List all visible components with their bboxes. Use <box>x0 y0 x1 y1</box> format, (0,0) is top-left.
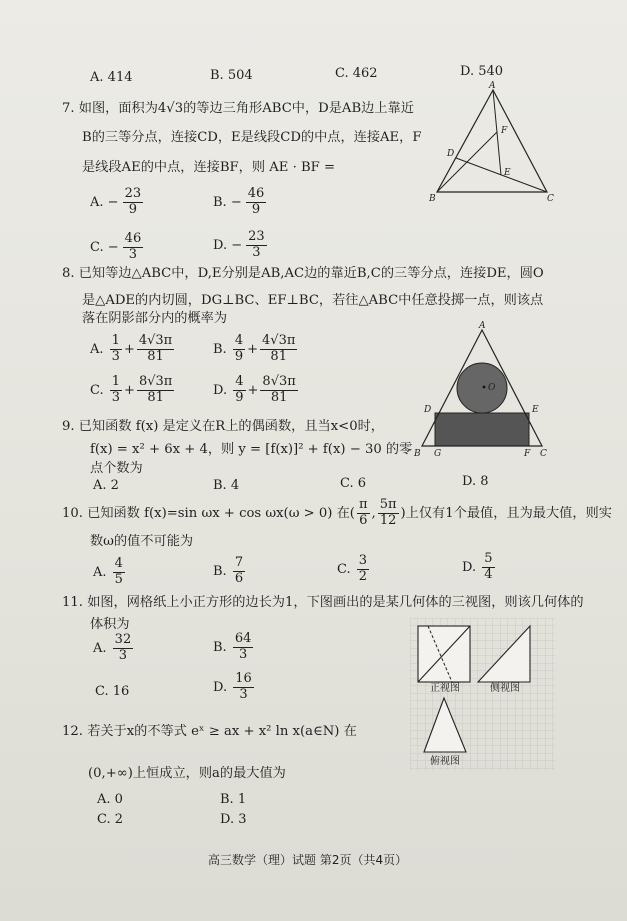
q8-triangle-figure <box>412 318 552 460</box>
q9-option-d: D. 8 <box>462 474 489 489</box>
q7-stem-line2: B的三等分点，连接CD，E是线段CD的中点，连接AE，F <box>82 130 422 145</box>
q7-triangle-figure <box>425 80 555 205</box>
q12-option-c: C. 2 <box>97 812 124 827</box>
q6-option-a: A. 414 <box>90 70 133 85</box>
q7-label-e: E <box>504 168 511 178</box>
q7-number: 7. <box>62 101 75 116</box>
q8-label-o: O <box>488 383 496 393</box>
q12-stem-line2: (0,+∞)上恒成立，则a的最大值为 <box>88 766 286 781</box>
q8-label-d: D <box>424 405 432 415</box>
q11-stem-line2: 体积为 <box>90 617 130 632</box>
q7-option-a: A. − $\frac{23}{9}$ <box>90 186 142 217</box>
q12-option-b: B. 1 <box>220 792 247 807</box>
q11-number: 11. <box>62 595 83 610</box>
q11-stem-line1: 如图，网格纸上小正方形的边长为1，下图画出的是某几何体的三视图，则该几何体的 <box>87 595 584 610</box>
q10-stem-line1: 10. 已知函数 f(x)=sin ωx + cos ωx(ω > 0) 在( $\frac{\pi}{6}$ , $\frac{5\pi}{12}$ )上仅有1个最值，且为最大值，则实 <box>62 497 612 528</box>
q10-option-b: B. $\frac{7}{6}$ <box>213 555 244 586</box>
q8-option-d: D. $\frac{4}{9}$ + $\frac{8√3\pi}{81}$ <box>213 374 296 405</box>
q6-option-d: D. 540 <box>460 64 504 79</box>
q12-stem-line1: 若关于x的不等式 eˣ ≥ ax + x² ln x(a∈N) 在 <box>87 724 357 739</box>
q8-label-a: A <box>479 321 486 331</box>
q10-stem-line2: 数ω的值不可能为 <box>90 534 194 549</box>
q7-label-c: C <box>547 194 554 204</box>
q11-front-view-label: 正视图 <box>430 683 460 694</box>
q8-option-b: B. $\frac{4}{9}$ + $\frac{4√3\pi}{81}$ <box>213 333 296 364</box>
q12-option-a: A. 0 <box>97 792 123 807</box>
q7-label-f: F <box>501 126 508 136</box>
q11-option-b: B. $\frac{64}{3}$ <box>213 631 252 662</box>
q10-option-c: C. $\frac{3}{2}$ <box>337 553 368 584</box>
page-footer: 高三数学（理）试题 第2页（共4页） <box>208 853 408 867</box>
q7-option-c: C. − $\frac{46}{3}$ <box>90 231 142 262</box>
q9-stem-line2: f(x) = x² + 6x + 4，则 y = [f(x)]² + f(x) − 30 的零 <box>90 442 413 457</box>
q11-three-views-figure <box>410 618 555 770</box>
q8-number: 8. <box>62 266 75 281</box>
q11-option-a: A. $\frac{32}{3}$ <box>93 632 132 663</box>
q12-number: 12. <box>62 724 83 739</box>
q8-stem-line3: 落在阴影部分内的概率为 <box>82 311 228 326</box>
q7-label-d: D <box>447 149 455 159</box>
q7-stem-line1: 如图，面积为4√3的等边三角形ABC中，D是AB边上靠近 <box>78 101 414 116</box>
q9-option-a: A. 2 <box>93 478 119 493</box>
q8-label-f: F <box>524 449 531 459</box>
q12-option-d: D. 3 <box>220 812 247 827</box>
q11-side-view-label: 侧视图 <box>490 683 520 694</box>
q8-label-c: C <box>540 449 547 459</box>
q9-option-c: C. 6 <box>340 476 367 491</box>
q7-label-a: A <box>489 81 496 91</box>
q9-stem-line3: 点个数为 <box>90 461 143 476</box>
q8-stem-line1: 已知等边△ABC中，D,E分别是AB,AC边的靠近B,C的三等分点，连接DE，圆O <box>78 266 544 281</box>
q7-stem-line3: 是线段AE的中点，连接BF，则 AE · BF = <box>82 160 336 175</box>
q9-number: 9. <box>62 419 75 434</box>
q10-option-a: A. $\frac{4}{5}$ <box>93 556 123 587</box>
q7-option-d: D. − $\frac{23}{3}$ <box>213 229 265 260</box>
q7-option-b: B. − $\frac{46}{9}$ <box>213 186 265 217</box>
q6-option-c: C. 462 <box>335 66 378 81</box>
q6-option-b: B. 504 <box>210 68 253 83</box>
q8-label-b: B <box>414 449 421 459</box>
q11-option-c: C. 16 <box>95 684 130 699</box>
q10-option-d: D. $\frac{5}{4}$ <box>462 551 493 582</box>
q7-label-b: B <box>429 194 436 204</box>
q9-stem-line1: 已知函数 f(x) 是定义在R上的偶函数，且当x<0时， <box>78 419 384 434</box>
q8-option-a: A. $\frac{1}{3}$ + $\frac{4√3\pi}{81}$ <box>90 333 173 364</box>
q8-option-c: C. $\frac{1}{3}$ + $\frac{8√3\pi}{81}$ <box>90 374 173 405</box>
q10-number: 10. <box>62 505 83 521</box>
q11-top-view-label: 俯视图 <box>430 756 460 767</box>
q8-label-e: E <box>532 405 539 415</box>
q11-option-d: D. $\frac{16}{3}$ <box>213 671 252 702</box>
q8-stem-line2: 是△ADE的内切圆，DG⊥BC、EF⊥BC，若往△ABC中任意投掷一点，则该点 <box>82 293 544 308</box>
q8-label-g: G <box>434 449 442 459</box>
q9-option-b: B. 4 <box>213 478 240 493</box>
